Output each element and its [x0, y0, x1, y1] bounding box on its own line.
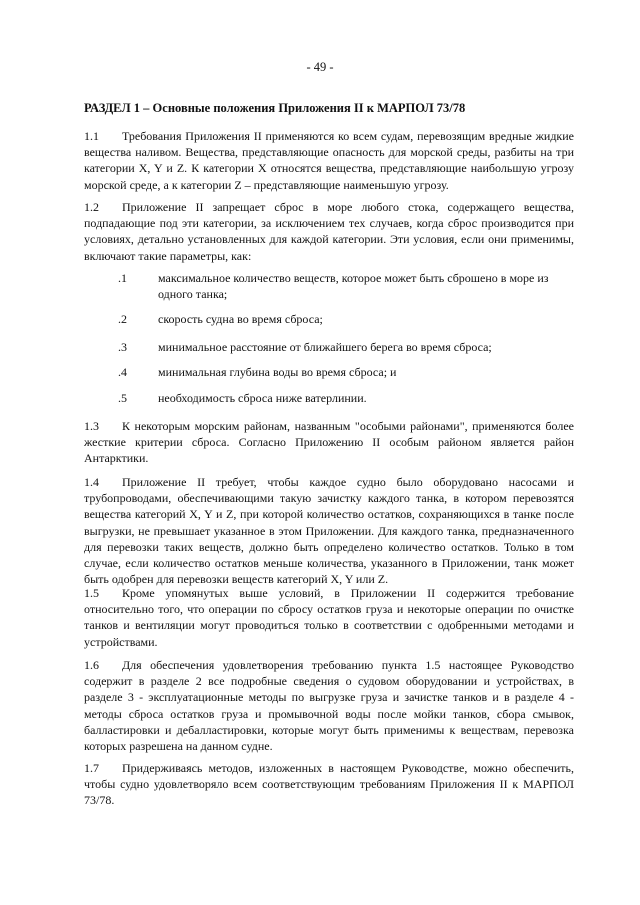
list-item-number: .2: [118, 312, 127, 326]
list-item-text: минимальное расстояние от ближайшего берега во время сброса;: [158, 340, 492, 354]
list-item-number: .4: [118, 365, 127, 379]
list-item-number: .5: [118, 391, 127, 405]
paragraph-text: Требования Приложения II применяются ко всем судам, перевозящим вредные жидкие вещества наливом. Вещества, представляющие опасность для морской среды, разбиты на три категории X, Y и Z. К категории X относятся вещества, представляющие наибольшую угрозу морской среде, а к категории Z – представляющие наименьшую угрозу.: [84, 129, 574, 192]
paragraph-1-7: [84, 760, 574, 809]
paragraph-text: Для обеспечения удовлетворения требованию пункта 1.5 настоящее Руководство содержит в разделе 2 все подробные сведения о судовом оборудовании и устройствах, в разделе 3 - эксплуатационные методы по выгрузке груза и зачистке танков и в разделе 4 - методы сброса остатков груза и промывочной воды после мойки танков, сбора смывок, балластировки и дебалластировки, которые могут быть применимы к веществам, перевозка которых разрешена на данном судне.: [84, 658, 574, 754]
paragraph-number: 1.6: [84, 658, 99, 672]
paragraph-number: 1.5: [84, 586, 99, 600]
paragraph-number: 1.7: [84, 761, 99, 775]
paragraph-text: Придерживаясь методов, изложенных в настоящем Руководстве, можно обеспечить, чтобы судно удовлетворяло всем соответствующим требованиям Приложения II к МАРПОЛ 73/78.: [84, 761, 574, 808]
paragraph-number: 1.3: [84, 419, 99, 433]
list-item-number: .3: [118, 340, 127, 354]
list-item-text: максимальное количество веществ, которое может быть сброшено в море из одного танка;: [158, 271, 549, 302]
paragraph-1-3: [84, 418, 574, 467]
paragraph-number: 1.1: [84, 129, 99, 143]
paragraph-number: 1.2: [84, 200, 99, 214]
page-number: - 49 -: [306, 60, 334, 74]
paragraph-text: К некоторым морским районам, названным "особыми районами", применяются более жесткие критерии сброса. Согласно Приложению II особым районом является район Антарктики.: [84, 419, 574, 466]
section-heading: РАЗДЕЛ 1 – Основные положения Приложения II к МАРПОЛ 73/78: [84, 101, 466, 115]
paragraph-text: Кроме упомянутых выше условий, в Приложении II содержится требование относительно того, что операции по сбросу остатков груза и некоторые операции по очистке танков и вентиляции могут проводиться только в соответствии с одобренными методами и устройствами.: [84, 586, 574, 649]
paragraph-1-6: [84, 657, 574, 754]
list-item-text: необходимость сброса ниже ватерлинии.: [158, 391, 367, 405]
paragraph-1-2: [84, 199, 574, 264]
list-item-number: .1: [118, 271, 127, 285]
paragraph-1-5: [84, 585, 574, 650]
list-item-text: скорость судна во время сброса;: [158, 312, 323, 326]
list-item-text: минимальная глубина воды во время сброса; и: [158, 365, 397, 379]
paragraph-text: Приложение II требует, чтобы каждое судно было оборудовано насосами и трубопроводами, обеспечивающими такую зачистку каждого танка, в котором перевозятся вещества категорий X, Y и Z, при которой количество остатков, сохраняющихся в танке после выгрузки, не превышает указанное в этом Приложении. Для каждого танка, предназначенного для перевозки таких веществ, должно быть определено количество остатков. Только в том случае, если количество остатков меньше количества, указанного в Приложении, танк может быть одобрен для перевозки веществ категорий X, Y или Z.: [84, 475, 574, 587]
paragraph-1-1: [84, 128, 574, 193]
paragraph-text: Приложение II запрещает сброс в море любого стока, содержащего вещества, подпадающие под эти категории, за исключением тех случаев, когда сброс производится при условиях, детально установленных для каждой категории. Эти условия, если они применимы, включают такие параметры, как:: [84, 200, 574, 263]
paragraph-number: 1.4: [84, 475, 99, 489]
paragraph-1-4: [84, 474, 574, 587]
